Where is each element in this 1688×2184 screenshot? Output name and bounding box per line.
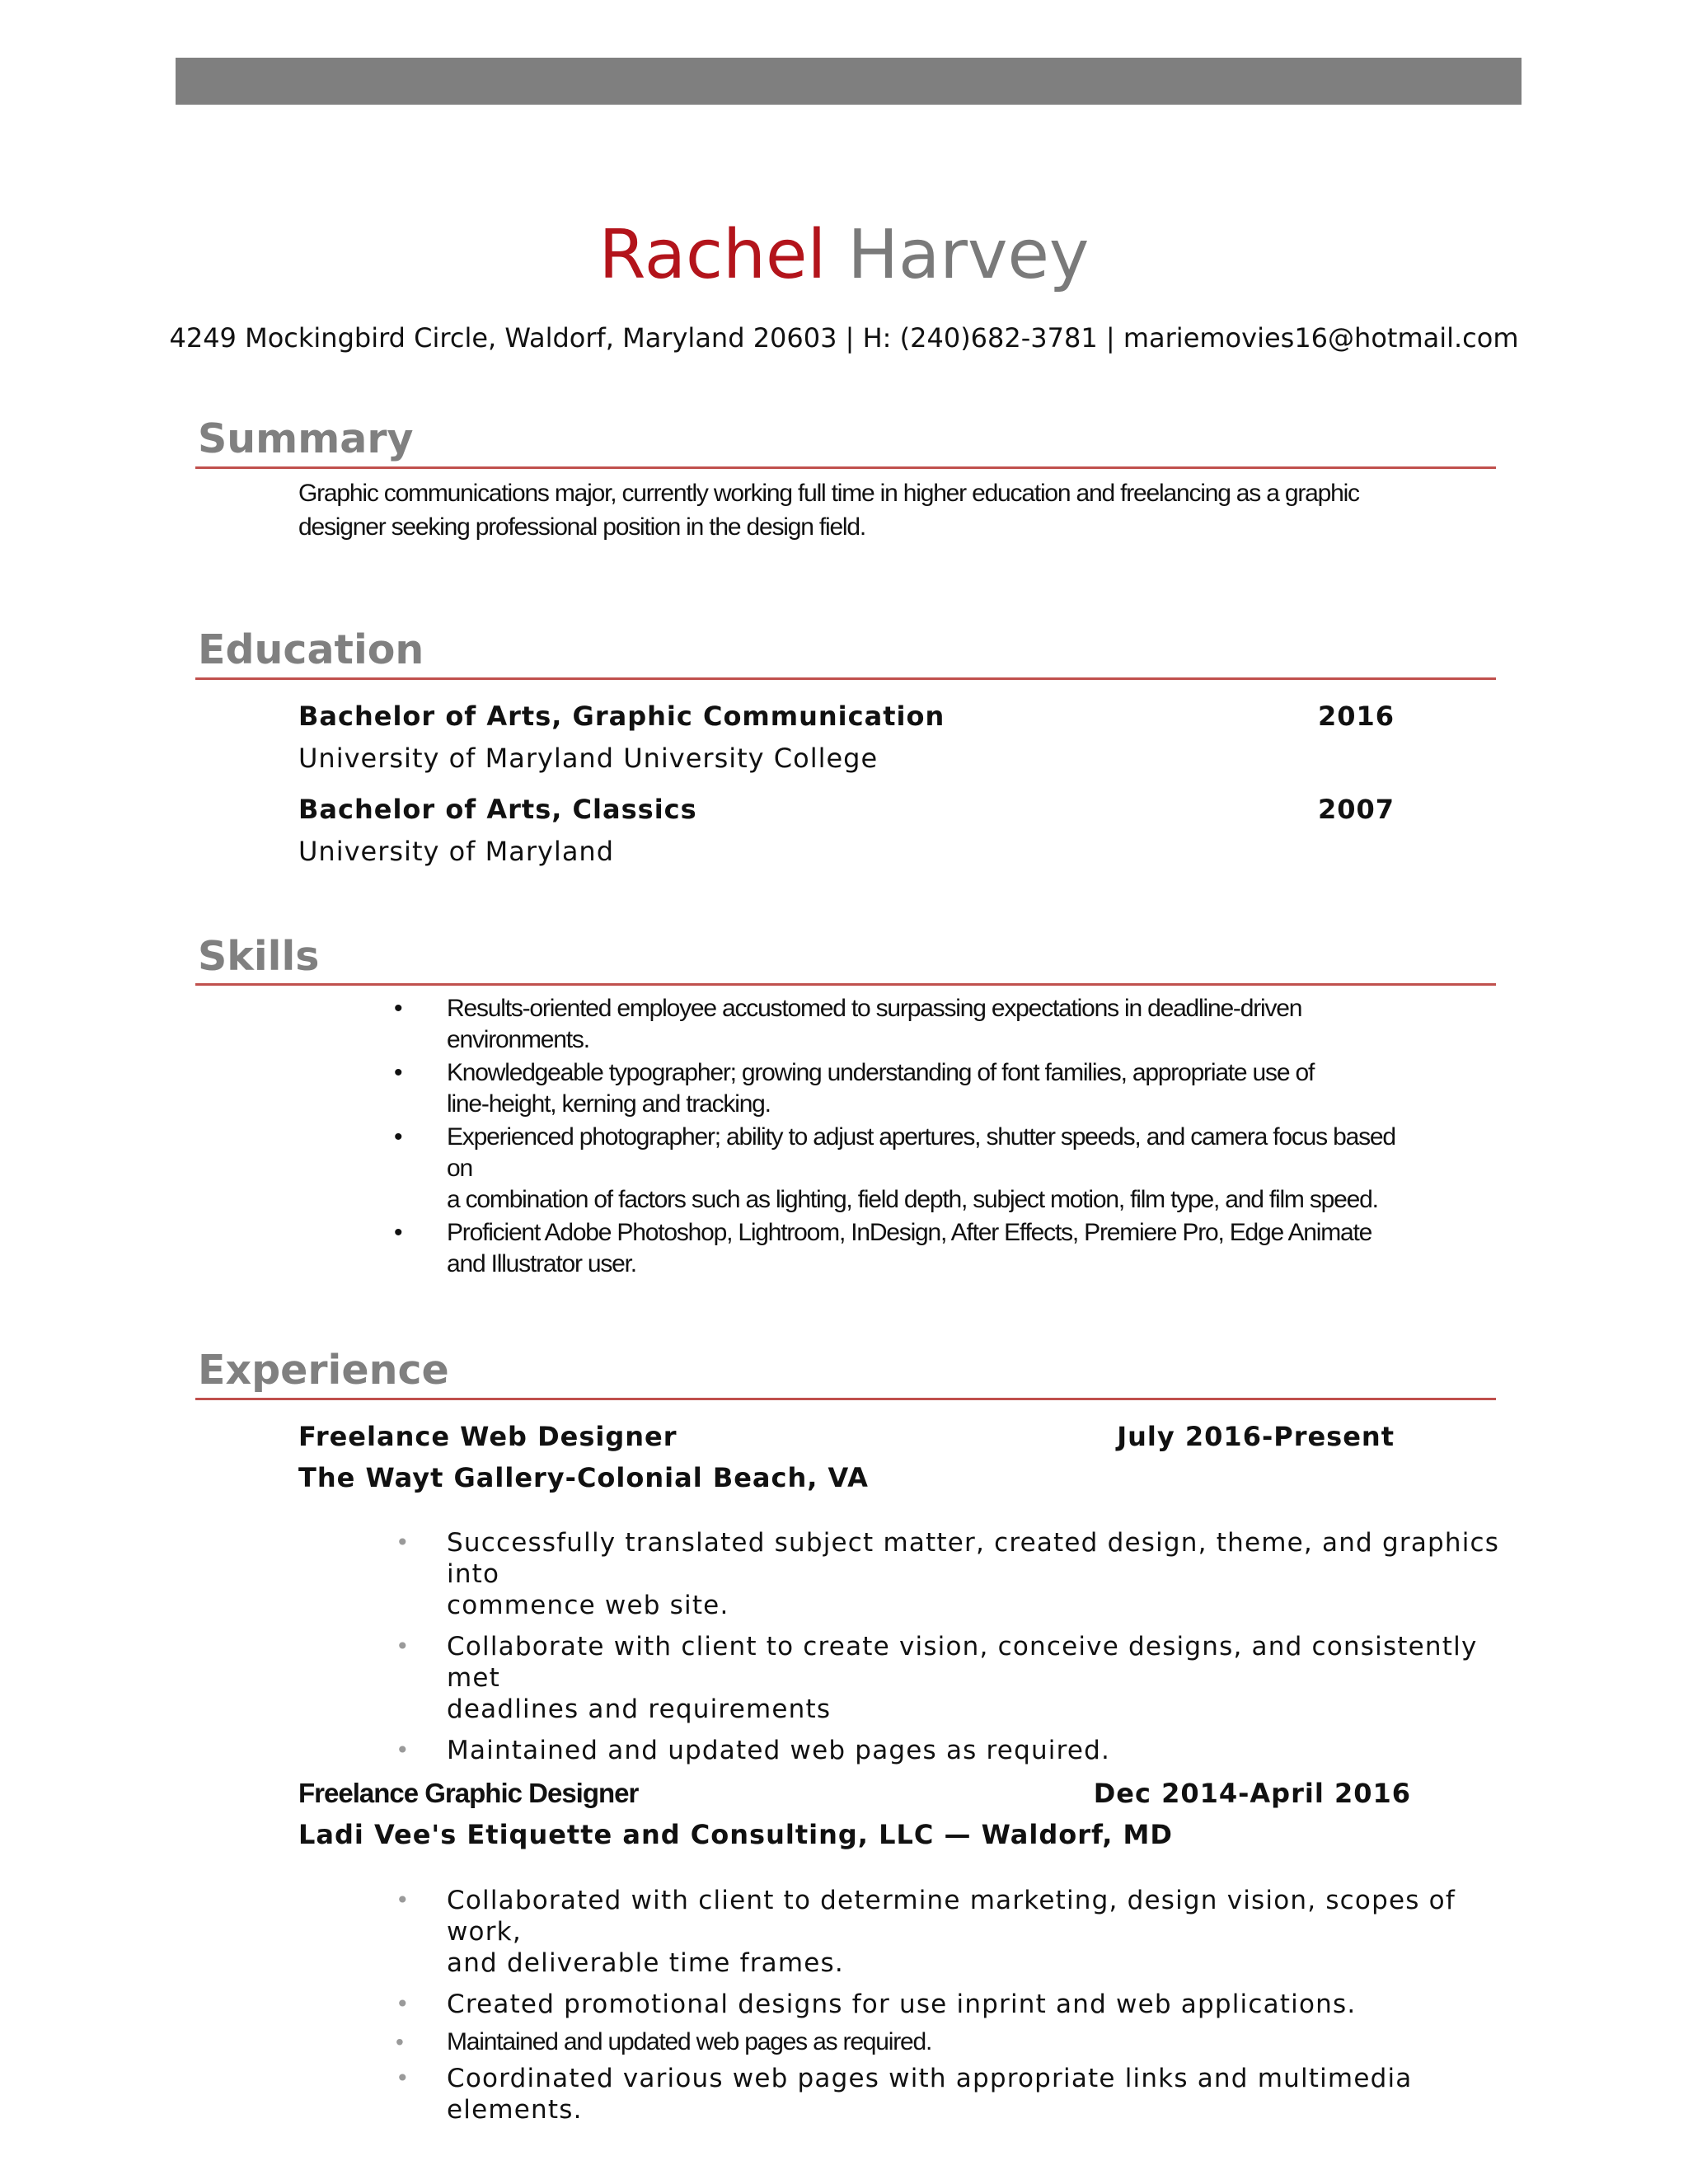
job-company: The Wayt Gallery-Colonial Beach, VA xyxy=(298,1462,869,1493)
job-role: Freelance Graphic Designer xyxy=(298,1778,639,1808)
bullet-icon: • xyxy=(396,2029,403,2055)
degree-year: 2007 xyxy=(1317,794,1395,825)
summary-rule xyxy=(195,466,1496,469)
bullet-line: Collaborated with client to determine marketing, design vision, scopes of work, xyxy=(447,1886,1456,1947)
bullet-icon: • xyxy=(394,1059,402,1086)
job-role: Freelance Web Designer xyxy=(298,1421,678,1452)
skills-list xyxy=(0,993,1688,1280)
skill-line: Proficient Adobe Photoshop, Lightroom, InDesign, After Effects, Premiere Pro, Edge Animate xyxy=(447,1219,1372,1246)
first-name: Rachel xyxy=(598,216,827,294)
skill-line: a combination of factors such as lighting, field depth, subject motion, film type, and film speed. xyxy=(447,1186,1378,1213)
bullet-icon: • xyxy=(396,1990,410,2018)
bullet-line: Collaborate with client to create vision, conceive designs, and consistently met xyxy=(447,1632,1478,1693)
bullet-line: commence web site. xyxy=(447,1591,729,1620)
summary-heading: Summary xyxy=(198,415,414,462)
school: University of Maryland University College xyxy=(298,743,879,774)
bullet-line: Maintained and updated web pages as required. xyxy=(447,1736,1111,1765)
list-item xyxy=(0,993,1493,1056)
experience-rule xyxy=(195,1398,1496,1400)
job-bullets xyxy=(0,1527,1688,1776)
list-item xyxy=(0,2027,1502,2058)
skill-line: and Illustrator user. xyxy=(447,1250,636,1277)
skill-line: on xyxy=(447,1155,472,1182)
list-item xyxy=(0,1631,1502,1725)
bullet-icon: • xyxy=(396,1736,410,1764)
skills-rule xyxy=(195,983,1496,986)
degree-year: 2016 xyxy=(1317,701,1395,732)
skill-line: Experienced photographer; ability to adjust apertures, shutter speeds, and camera focus based xyxy=(447,1123,1395,1151)
bullet-line: Coordinated various web pages with appropriate links and multimedia elements. xyxy=(447,2064,1413,2125)
bullet-icon: • xyxy=(396,1633,410,1660)
job-header xyxy=(298,1774,1411,1812)
bullet-icon: • xyxy=(394,1123,402,1151)
summary-line: Graphic communications major, currently working full time in higher education and freelancing as a graphic xyxy=(298,480,1359,507)
skill-line: Results-oriented employee accustomed to surpassing expectations in deadline-driven xyxy=(447,995,1302,1022)
education-entry xyxy=(298,790,1395,828)
skill-line: line-height, kerning and tracking. xyxy=(447,1090,771,1118)
job-header xyxy=(298,1418,1395,1455)
bullet-line: Successfully translated subject matter, created design, theme, and graphics into xyxy=(447,1528,1500,1589)
education-rule xyxy=(195,677,1496,680)
list-item xyxy=(0,1885,1502,1979)
job-dates: Dec 2014-April 2016 xyxy=(1093,1778,1411,1809)
degree: Bachelor of Arts, Classics xyxy=(298,794,697,825)
contact-line: 4249 Mockingbird Circle, Waldorf, Maryland 20603 | H: (240)682-3781 | mariemovies16@hotmail.com xyxy=(169,322,1519,354)
skill-line: environments. xyxy=(447,1026,589,1053)
job-dates: July 2016-Present xyxy=(1117,1421,1395,1452)
bullet-line: and deliverable time frames. xyxy=(447,1948,844,1978)
school: University of Maryland xyxy=(298,836,615,867)
skill-line: Knowledgeable typographer; growing understanding of font families, appropriate use of xyxy=(447,1059,1315,1086)
list-item xyxy=(0,1122,1493,1216)
degree: Bachelor of Arts, Graphic Communication xyxy=(298,701,945,732)
list-item xyxy=(0,1217,1493,1280)
list-item xyxy=(0,1989,1502,2020)
list-item xyxy=(0,1527,1502,1621)
bullet-line: Created promotional designs for use inprint and web applications. xyxy=(447,1990,1357,2019)
list-item xyxy=(0,1057,1493,1120)
last-name: Harvey xyxy=(847,216,1090,294)
job-bullets xyxy=(0,1885,1688,2135)
header-bar xyxy=(176,58,1522,105)
education-heading: Education xyxy=(198,626,424,673)
bullet-line: Maintained and updated web pages as required. xyxy=(447,2028,932,2055)
summary-text xyxy=(298,476,1485,544)
education-entry xyxy=(298,697,1395,735)
list-item xyxy=(0,2063,1502,2125)
job-company: Ladi Vee's Etiquette and Consulting, LLC — Waldorf, MD xyxy=(298,1819,1173,1850)
list-item xyxy=(0,1735,1502,1766)
bullet-icon: • xyxy=(394,1219,402,1246)
experience-heading: Experience xyxy=(198,1347,449,1394)
bullet-icon: • xyxy=(396,1886,410,1914)
bullet-icon: • xyxy=(396,2064,410,2092)
bullet-line: deadlines and requirements xyxy=(447,1694,832,1724)
summary-line: designer seeking professional position in the design field. xyxy=(298,513,866,541)
resume-name xyxy=(0,216,1688,295)
bullet-icon: • xyxy=(394,995,402,1022)
bullet-icon: • xyxy=(396,1529,410,1556)
skills-heading: Skills xyxy=(198,933,320,980)
